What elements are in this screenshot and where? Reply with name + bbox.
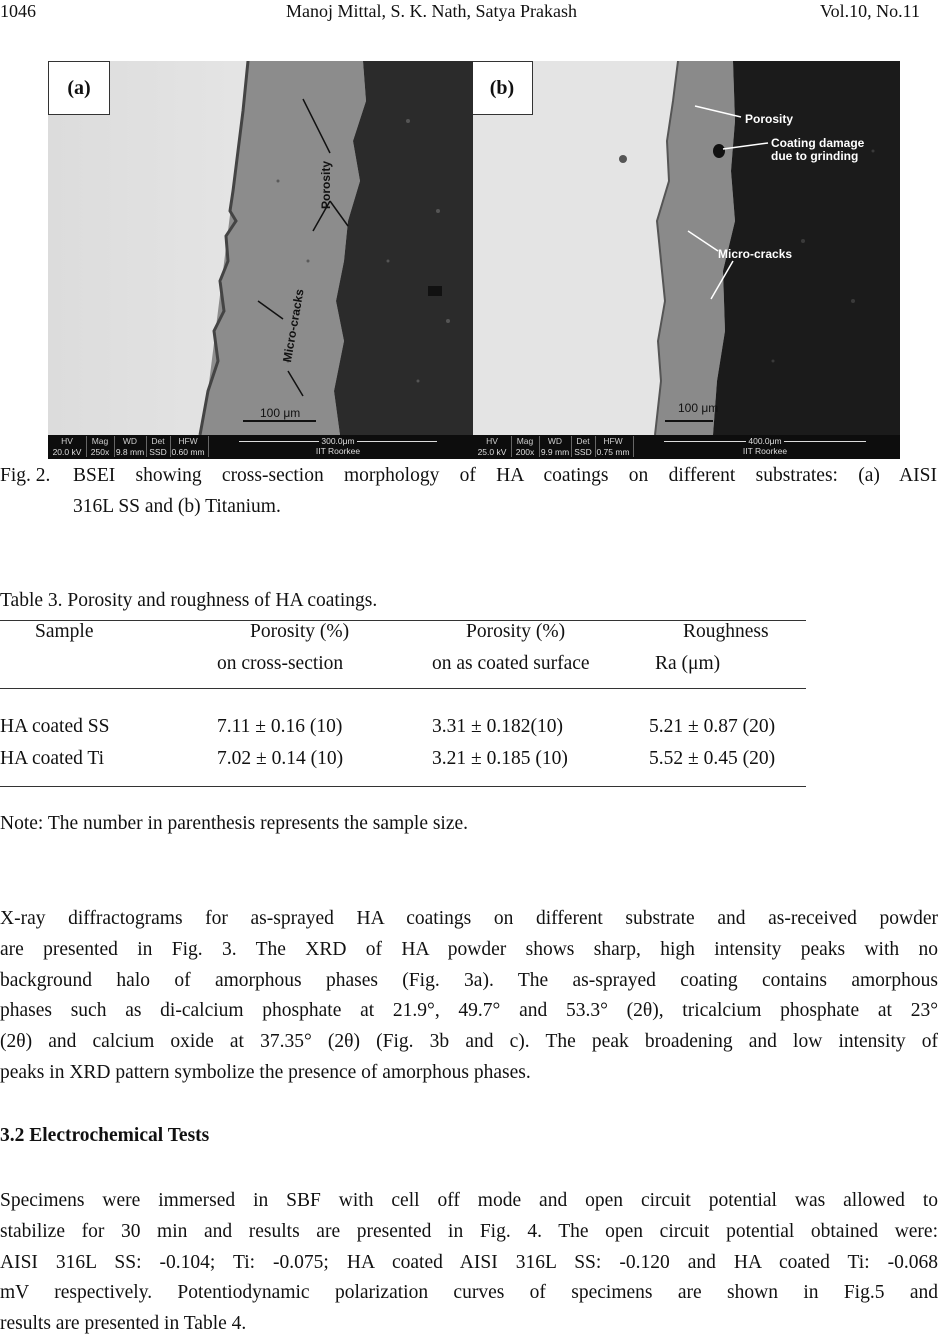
porosity-annotation-b: Porosity [745, 112, 794, 126]
hfw-field-b: HFW 0.75 mm [596, 436, 630, 457]
paragraph-line: peaks in XRD pattern symbolize the presence of amorphous phases. [0, 1061, 531, 1083]
sem-image-a [48, 61, 473, 459]
running-header-volume: Vol.10, No.11 [819, 1, 920, 21]
figure-caption-line-1: BSEI showing cross-section morphology of HA coatings on different substrates: (a) AISI [73, 465, 937, 486]
table-row-ti-cross: 7.02 ± 0.14 (10) [217, 748, 344, 769]
page-number: 1046 [0, 1, 36, 21]
damage-annotation-b: Coating damage due to grinding [771, 136, 865, 163]
microcracks-annotation-a: Micro-cracks [280, 287, 307, 364]
table-bottom-rule [0, 786, 806, 787]
scale-field-b: 400.0μm IIT Roorkee [633, 436, 896, 457]
col-header-sample: Sample [35, 621, 94, 642]
col-header-roughness-sub: Ra (μm) [655, 653, 721, 674]
col-header-roughness: Roughness [683, 621, 769, 642]
paragraph-line: phases such as di-calcium phosphate at 21.9°, 49.7° and 53.3° (2θ), tricalcium phosphate at 23° [0, 1000, 938, 1022]
panel-label-a: (a) [48, 61, 110, 115]
hv-field-a: HV 20.0 kV [52, 436, 82, 457]
det-field-a: Det SSD [146, 436, 169, 457]
paragraph-line: results are presented in Table 4. [0, 1313, 247, 1335]
paragraph-line: X-ray diffractograms for as-sprayed HA coatings on different substrate and as-received powder [0, 908, 938, 929]
section-heading: 3.2 Electrochemical Tests [0, 1125, 210, 1146]
sem-micrograph-b [473, 61, 900, 459]
mag-field-b: Mag 200x [511, 436, 538, 457]
paragraph-line: Specimens were immersed in SBF with cell off mode and open circuit potential was allowed to [0, 1190, 938, 1211]
col-header-porosity-cross: Porosity (%) [250, 621, 350, 642]
sem-image-b [473, 61, 900, 459]
paragraph-xrd [0, 904, 938, 1089]
paragraph-line: AISI 316L SS: -0.104; Ti: -0.075; HA coated AISI 316L SS: -0.120 and HA coated Ti: -0.068 [0, 1251, 938, 1273]
table-row-ti-sample: HA coated Ti [0, 748, 105, 769]
table-row-ss-sample: HA coated SS [0, 716, 110, 737]
paragraph-line: stabilize for 30 min and results are presented in Fig. 4. The open circuit potential obtained were: [0, 1220, 938, 1242]
panel-label-b: (b) [473, 61, 533, 115]
sem-databar-b [473, 435, 900, 459]
sem-micrograph-a [48, 61, 473, 459]
paragraph-line: background halo of amorphous phases (Fig. 3a). The as-sprayed coating contains amorphous [0, 969, 938, 991]
paragraph-line: are presented in Fig. 3. The XRD of HA powder shows sharp, high intensity peaks with no [0, 938, 938, 960]
table-row-ss-roughness: 5.21 ± 0.87 (20) [649, 716, 776, 737]
table-row-ti-roughness: 5.52 ± 0.45 (20) [649, 748, 776, 769]
col-header-porosity-surface-sub: on as coated surface [432, 653, 590, 674]
table-row-ti-surface: 3.21 ± 0.185 (10) [432, 748, 568, 769]
scale-label-b: 100 μm [678, 401, 719, 415]
table-note: Note: The number in parenthesis represents the sample size. [0, 813, 469, 834]
wd-field-b: WD 9.9 mm [540, 436, 570, 457]
table-row-ss-cross: 7.11 ± 0.16 (10) [217, 716, 343, 737]
mag-field-a: Mag 250x [86, 436, 113, 457]
wd-field-a: WD 9.8 mm [115, 436, 145, 457]
hfw-field-a: HFW 0.60 mm [171, 436, 205, 457]
scale-label-a: 100 μm [260, 406, 301, 420]
figure-caption-label: Fig. 2. [0, 465, 51, 486]
paragraph-line: (2θ) and calcium oxide at 37.35° (2θ) (Fig. 3b and c). The peak broadening and low intensity of [0, 1031, 938, 1053]
hv-field-b: HV 25.0 kV [477, 436, 507, 457]
table-row-ss-surface: 3.31 ± 0.182(10) [432, 716, 563, 737]
figure-caption-line-2: 316L SS and (b) Titanium. [73, 496, 281, 517]
col-header-porosity-surface: Porosity (%) [466, 621, 566, 642]
microcracks-annotation-b: Micro-cracks [718, 247, 793, 261]
table-header-rule [0, 688, 806, 689]
paragraph-electrochemical [0, 1186, 938, 1340]
col-header-porosity-cross-sub: on cross-section [217, 653, 344, 674]
table-caption: Table 3. Porosity and roughness of HA coatings. [0, 590, 378, 611]
running-header-authors: Manoj Mittal, S. K. Nath, Satya Prakash [286, 1, 577, 21]
porosity-annotation-a: Porosity [319, 160, 333, 209]
sem-databar-a [48, 435, 473, 459]
det-field-b: Det SSD [571, 436, 594, 457]
paragraph-line: mV respectively. Potentiodynamic polarization curves of specimens are shown in Fig.5 and [0, 1282, 938, 1304]
scale-field-a: 300.0μm IIT Roorkee [208, 436, 467, 457]
